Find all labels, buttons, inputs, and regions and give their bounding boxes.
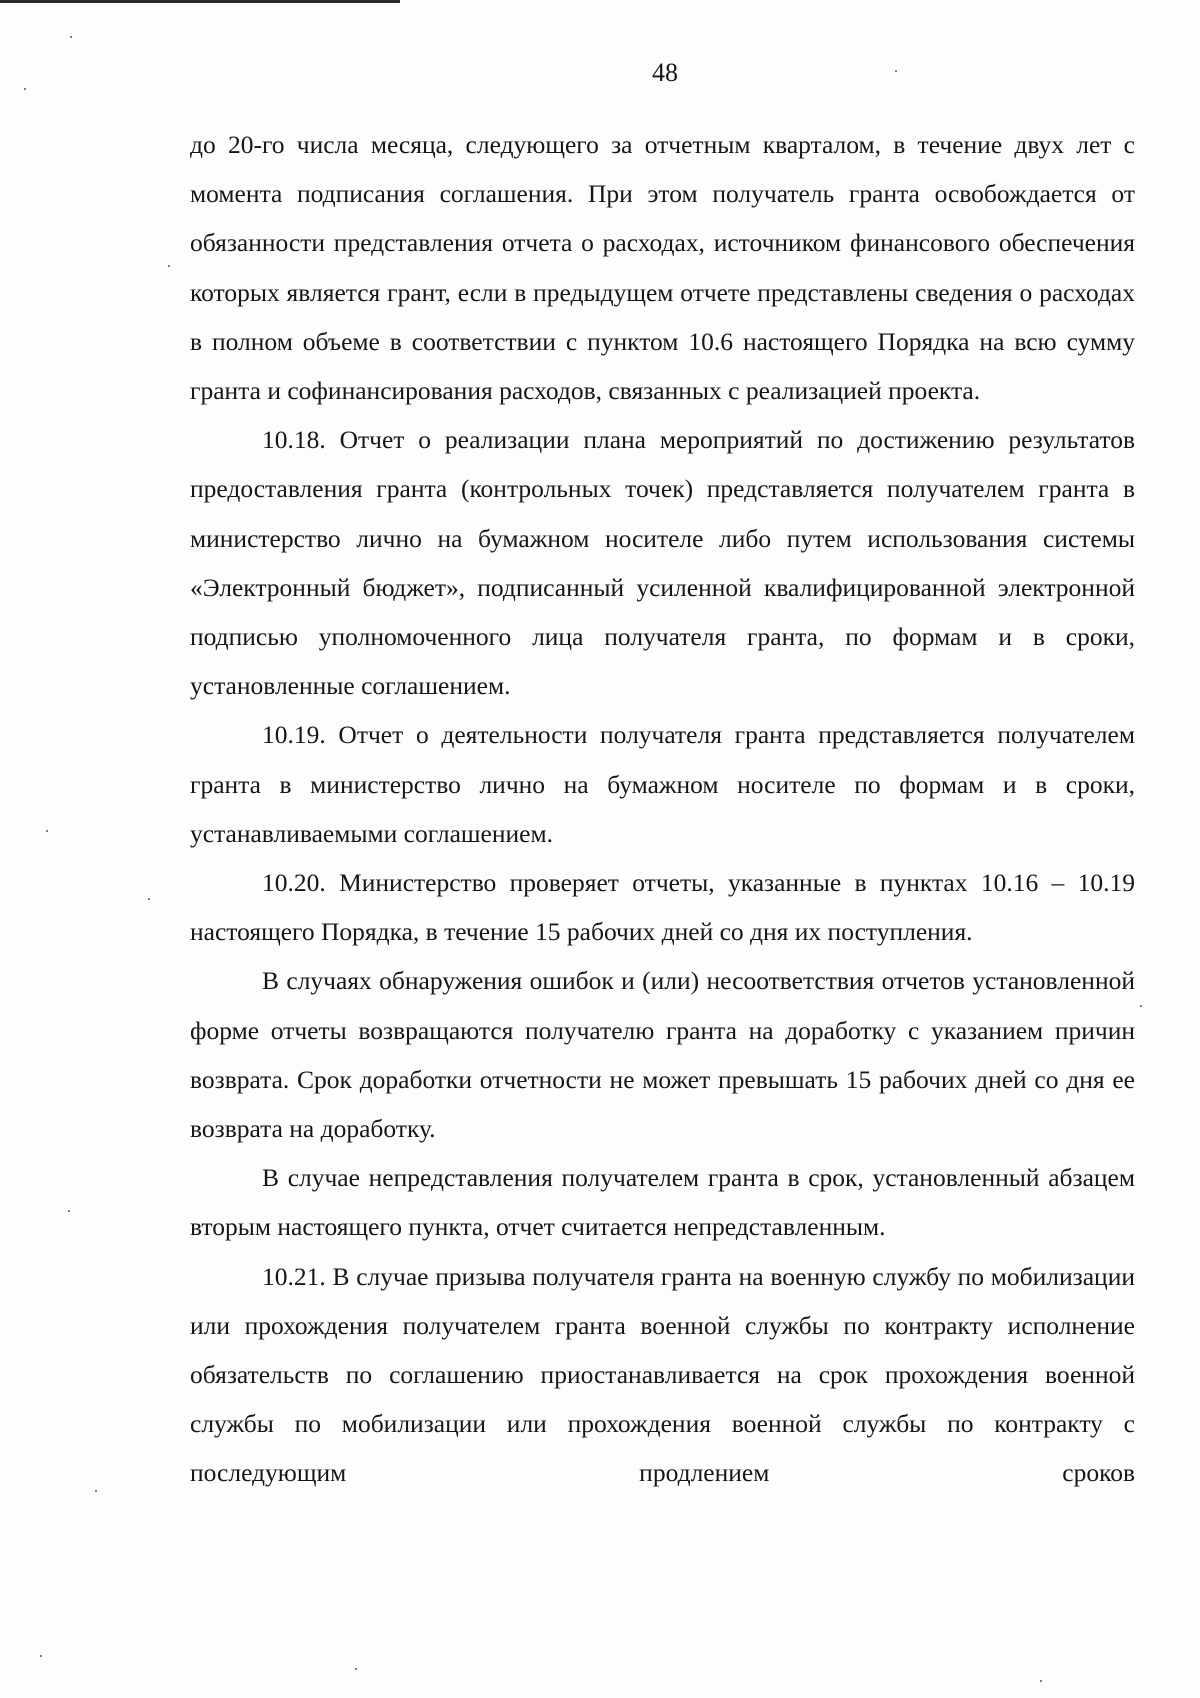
scan-edge-line	[0, 0, 400, 3]
scan-speck	[168, 265, 170, 267]
scan-speck	[895, 70, 897, 72]
page-number: 48	[652, 58, 678, 87]
scan-speck	[46, 830, 48, 832]
document-body	[190, 120, 1135, 1498]
paragraph-10-21: 10.21. В случае призыва получателя гранта на военную службу по мобилизации или прохождения получателем гранта военной службы по контракту исполнение обязательств по соглашению приостанавливается на срок прохождения военной службы по мобилизации или прохождения военной службы по контракту с последующим продлением сроков	[190, 1261, 1135, 1488]
scan-speck	[70, 36, 72, 38]
paragraph-10-20: 10.20. Министерство проверяет отчеты, указанные в пунктах 10.16 – 10.19 настоящего Порядка, в течение 15 рабочих дней со дня их поступления.	[190, 868, 1135, 947]
scan-speck	[355, 1668, 357, 1670]
paragraph-10-18: 10.18. Отчет о реализации плана мероприятий по достижению результатов предоставления гранта (контрольных точек) представляется получателем гранта в министерство лично на бумажном носителе либо путем использования системы «Электронный бюджет», подписанный усиленной квалифицированной электронной подписью уполномоченного лица получателя гранта, по формам и в сроки, установленные соглашением.	[190, 425, 1135, 701]
paragraph-10-19: 10.19. Отчет о деятельности получателя гранта представляется получателем гранта в министерство лично на бумажном носителе по формам и в сроки, устанавливаемыми соглашением.	[190, 720, 1135, 848]
scan-speck	[148, 898, 150, 900]
paragraph-non-submission: В случае непредставления получателем гранта в срок, установленный абзацем вторым настоящего пункта, отчет считается непредставленным.	[190, 1163, 1135, 1242]
scan-speck	[1140, 1005, 1142, 1007]
paragraph-continuation: до 20-го числа месяца, следующего за отчетным кварталом, в течение двух лет с момента подписания соглашения. При этом получатель гранта освобождается от обязанности представления отчета о расходах, источником финансового обеспечения которых является грант, если в предыдущем отчете представлены сведения о расходах в полном объеме в соответствии с пунктом 10.6 настоящего Порядка на всю сумму гранта и софинансирования расходов, связанных с реализацией проекта.	[190, 130, 1135, 406]
scan-speck	[1040, 1680, 1042, 1682]
scan-speck	[24, 88, 26, 90]
scan-speck	[68, 1210, 70, 1212]
scan-speck	[95, 1490, 97, 1492]
paragraph-errors-return: В случаях обнаружения ошибок и (или) несоответствия отчетов установленной форме отчеты возвращаются получателю гранта на доработку с указанием причин возврата. Срок доработки отчетности не может превышать 15 рабочих дней со дня ее возврата на доработку.	[190, 966, 1135, 1144]
scan-speck	[40, 1655, 42, 1657]
